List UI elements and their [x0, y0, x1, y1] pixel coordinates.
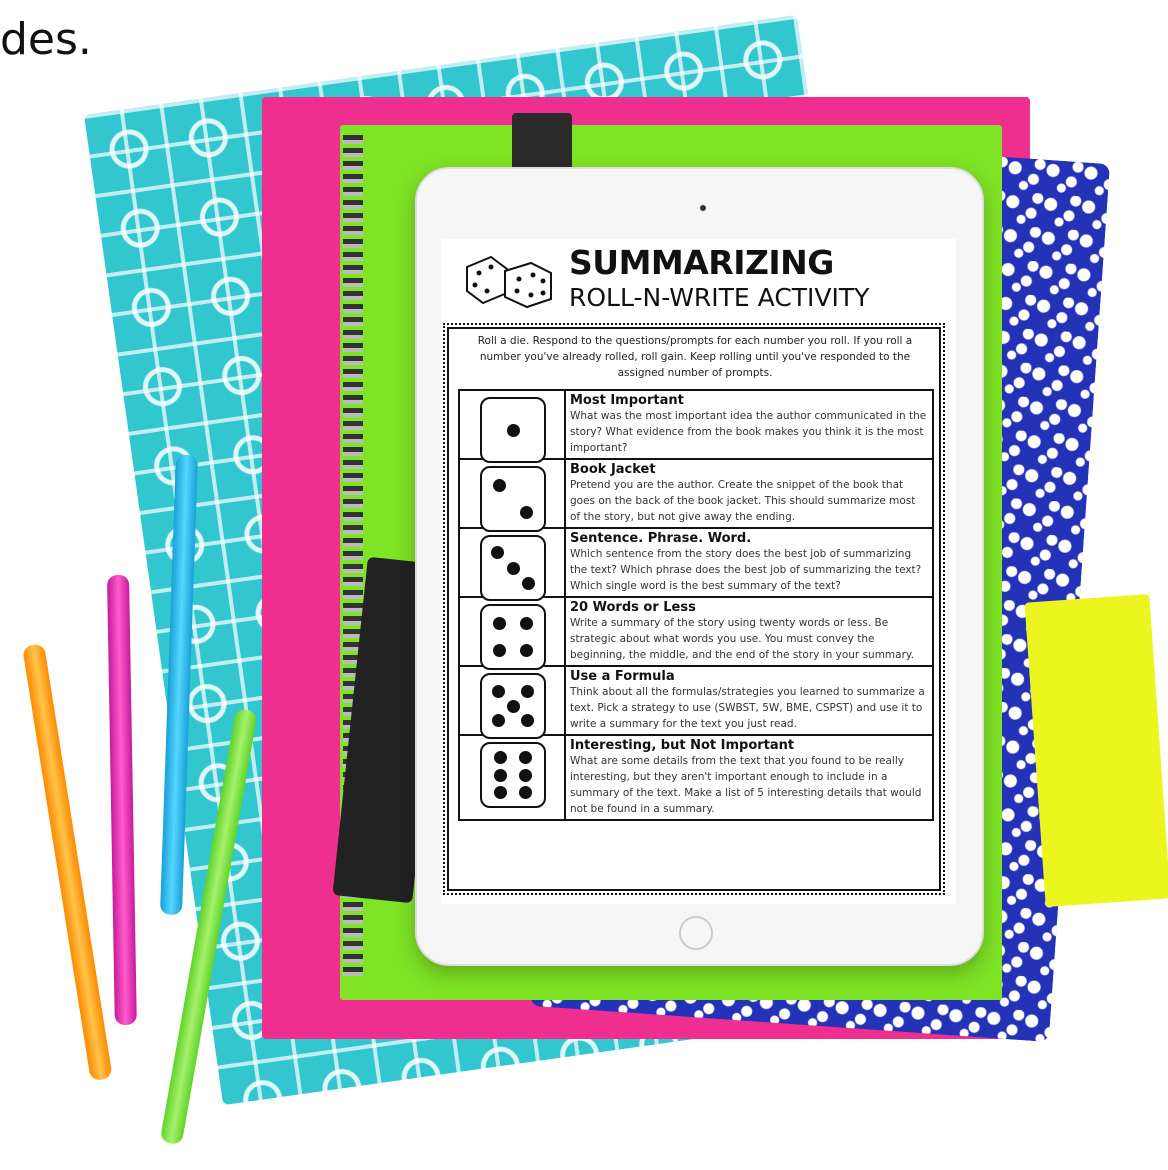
- prompt-cell: [565, 459, 933, 528]
- prompt-cell: [565, 597, 933, 666]
- die-face-icon: [480, 742, 546, 808]
- camera-icon: [700, 205, 706, 211]
- die-cell: [459, 459, 565, 528]
- prompt-title: Sentence. Phrase. Word.: [570, 531, 752, 546]
- prompt-title: 20 Words or Less: [570, 600, 696, 615]
- yellow-notebook: [1025, 594, 1168, 907]
- prompt-table: [458, 389, 934, 821]
- die-pip: [494, 786, 507, 799]
- die-pip: [507, 700, 520, 713]
- prompt-title: Most Important: [570, 393, 684, 408]
- die-pip: [521, 714, 534, 727]
- die-pip: [520, 644, 533, 657]
- prompt-title: Interesting, but Not Important: [570, 738, 795, 753]
- prompt-title: Use a Formula: [570, 669, 675, 684]
- orange-pen: [22, 643, 113, 1081]
- die-face-icon: [480, 397, 546, 463]
- die-pip: [494, 769, 507, 782]
- die-pip: [520, 506, 533, 519]
- prompt-description: What are some details from the text that you found to be really interesting, but they aren't important enough to include in a summary of the text. Make a list of 5 interesting details that would not be found in a summary.: [570, 755, 922, 815]
- die-pip: [492, 685, 505, 698]
- caption-text: des.: [0, 14, 92, 65]
- die-pip: [493, 644, 506, 657]
- die-face-icon: [480, 673, 546, 739]
- die-cell: [459, 390, 565, 459]
- die-pip: [494, 751, 507, 764]
- table-row: [459, 735, 933, 820]
- prompt-description: Think about all the formulas/strategies you learned to summarize a text. Pick a strategy to use (SWBST, 5W, BME, CSPST) and use it to write a summary for the text you just read.: [570, 686, 925, 730]
- table-row: [459, 528, 933, 597]
- table-row: [459, 459, 933, 528]
- die-face-icon: [480, 604, 546, 670]
- prompt-cell: [565, 735, 933, 820]
- tablet-screen: [441, 239, 956, 904]
- die-pip: [491, 546, 504, 559]
- black-notebook-tab: [512, 113, 572, 173]
- die-cell: [459, 666, 565, 735]
- table-row: [459, 666, 933, 735]
- prompt-description: Pretend you are the author. Create the snippet of the book that goes on the back of the book jacket. This should summarize most of the story, but not give away the ending.: [570, 479, 916, 523]
- prompt-description: What was the most important idea the author communicated in the story? What evidence from the book makes you think it is the most important?: [570, 410, 927, 454]
- die-pip: [519, 769, 532, 782]
- prompt-title: Book Jacket: [570, 462, 656, 477]
- magenta-pen: [107, 575, 137, 1025]
- die-pip: [493, 617, 506, 630]
- prompt-description: Which sentence from the story does the best job of summarizing the text? Which phrase does the best job of summarizing the text? Which single word is the best summary of the text?: [570, 548, 922, 592]
- die-pip: [507, 424, 520, 437]
- die-face-icon: [480, 535, 546, 601]
- die-cell: [459, 735, 565, 820]
- prompt-description: Write a summary of the story using twenty words or less. Be strategic about what words you use. You must convey the beginning, the middle, and the end of the story in your summary.: [570, 617, 914, 661]
- home-button-icon[interactable]: [679, 916, 713, 950]
- die-pip: [519, 751, 532, 764]
- die-pip: [493, 479, 506, 492]
- worksheet-box: [443, 323, 945, 895]
- table-row: [459, 597, 933, 666]
- tablet: [415, 167, 984, 966]
- die-pip: [519, 786, 532, 799]
- die-pip: [507, 562, 520, 575]
- die-pip: [520, 617, 533, 630]
- die-pip: [492, 714, 505, 727]
- die-cell: [459, 597, 565, 666]
- dice-icon: [461, 249, 557, 309]
- prompt-cell: [565, 666, 933, 735]
- die-cell: [459, 528, 565, 597]
- worksheet-intro: Roll a die. Respond to the questions/prompts for each number you roll. If you roll a number you've already rolled, roll gain. Keep rolling until you've responded to the assigned number of prompts.: [477, 335, 913, 379]
- die-pip: [522, 577, 535, 590]
- table-row: [459, 390, 933, 459]
- prompt-cell: [565, 528, 933, 597]
- die-face-icon: [480, 466, 546, 532]
- die-pip: [521, 685, 534, 698]
- prompt-cell: [565, 390, 933, 459]
- worksheet-subtitle: ROLL-N-WRITE ACTIVITY: [569, 283, 870, 312]
- worksheet-title: SUMMARIZING: [569, 243, 834, 282]
